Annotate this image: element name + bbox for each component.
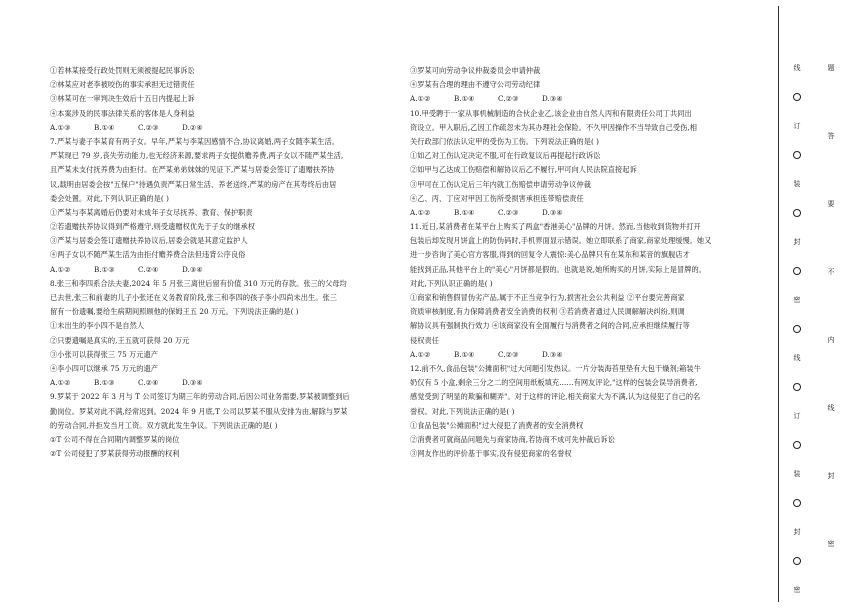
binding-hole-circle [793, 557, 801, 565]
q8-stem: 8.张三和李四系合法夫妻,2024 年 5 月张三离世后留有价值 310 万元的存款。张三的父母均 [50, 278, 347, 288]
warning-char: 密 [827, 540, 835, 548]
q7-stem: 委会处置。对此,下列认识正确的是( ) [50, 193, 169, 203]
option-b[interactable]: B.①④ [454, 349, 475, 359]
binding-margin-line [778, 6, 779, 602]
q8-statement: ①未出生的李小四不是自然人 [50, 321, 145, 331]
option-c[interactable]: C.②④ [138, 264, 159, 274]
seal-line-marks [790, 0, 804, 608]
seal-line-char: 订 [793, 412, 801, 420]
option-c[interactable]: C.②③ [498, 94, 519, 104]
q12-stem: 誉权。对此,下列说法正确的是( ) [410, 406, 515, 416]
seal-line-char: 装 [793, 470, 801, 478]
option-a[interactable]: A.①② [410, 94, 431, 104]
q11-statement: 侵权责任 [410, 335, 439, 345]
q12-stem: 奶仅有 5 小盒,剩余三分之二的空间用纸板填充……有网友评论,"这样的包装会误导消费者, [410, 378, 698, 388]
warning-char: 线 [827, 404, 835, 412]
warning-char: 内 [827, 336, 835, 344]
seal-line-char: 密 [793, 586, 801, 594]
q10-stem: 10.甲受聘于一家从事机械制造的合伙企业乙,该企业由自然人丙和有限责任公司丁共同出 [410, 108, 692, 118]
warning-char: 题 [827, 64, 835, 72]
q8-stem: 已去世,张三和前妻的儿子小张还在义务教育阶段,张三和李四的孩子李小四尚未出生。张三 [50, 293, 337, 302]
q12-statement: ③网友作出的评价基于事实,没有侵犯商家的名誉权 [410, 449, 572, 459]
option-d[interactable]: D.③④ [542, 94, 563, 104]
q11-stem: 包装后却发现月饼盒上的防伪码时,手机界面显示错误。她立即联系了商家,商家处理缓慢。她又 [410, 236, 712, 246]
q10-statement: ④乙、丙、丁应对甲因工伤所受损害承担连带赔偿责任 [410, 193, 584, 203]
option-c[interactable]: C.②③ [498, 207, 519, 217]
option-d[interactable]: D.③④ [542, 207, 563, 217]
q11-stem: 对此,下列认识正确的是( ) [410, 278, 493, 288]
q8-options [50, 376, 402, 390]
q9-statement: ①T 公司不得在合同期内调整罗某的岗位 [50, 434, 180, 444]
q6-options [50, 121, 402, 135]
option-a[interactable]: A.①② [50, 264, 71, 274]
seal-line-char: 线 [793, 354, 801, 362]
option-a[interactable]: A.①② [410, 207, 431, 217]
option-b[interactable]: B.①④ [454, 207, 475, 217]
warning-char: 答 [827, 132, 835, 140]
option-c[interactable]: C.②③ [498, 349, 519, 359]
q10-statement: ②如甲与乙达成工伤赔偿和解协议后乙不履行,甲可向人民法院直接起诉 [410, 165, 637, 175]
q9-statement: ③罗某可向劳动争议仲裁委员会申请仲裁 [410, 66, 541, 75]
q10-statement: ①如乙对工伤认定决定不服,可在行政复议后再提起行政诉讼 [410, 151, 601, 161]
seal-line-char: 封 [793, 238, 801, 246]
q10-stem: 关行政部门依法认定甲的受伤为工伤。下列说法正确的是( ) [410, 136, 599, 146]
q7-stem: 议,载明由居委会按"五保户"待遇负责严某日常生活、养老送终,严某的房产在其寿终后由居 [50, 179, 337, 189]
option-a[interactable]: A.①② [50, 378, 71, 388]
q10-statement: ③甲可在工伤认定后三年内就工伤赔偿申请劳动争议仲裁 [410, 179, 591, 189]
option-b[interactable]: B.①③ [94, 264, 115, 274]
no-answer-warning [824, 0, 838, 608]
warning-char: 要 [827, 200, 835, 208]
q7-statement: ④两子女以不随严某生活为由拒付赡养费合法但违背公序良俗 [50, 250, 246, 260]
option-d[interactable]: D.③④ [542, 349, 563, 359]
q12-statement: ①食品包装"公摊面积"过大侵犯了消费者的安全消费权 [410, 420, 584, 430]
q7-statement: ①严某与李某离婚后仍要对未成年子女尽抚养、教育、保护职责 [50, 207, 253, 217]
q9-stem: 的劳动合同,并拒发当月工资。双方就此发生争议。下列说法正确的是( ) [50, 420, 278, 430]
binding-hole-circle [793, 267, 801, 275]
q8-statement: ④李小四可以继承 75 万元的遗产 [50, 363, 159, 373]
left-column [50, 64, 402, 461]
option-a[interactable]: A.①③ [50, 122, 71, 132]
q11-statement: 资质审核制度,有力保障消费者安全消费的权利 ③若消费者通过人民调解解决纠纷,则调 [410, 307, 685, 317]
option-b[interactable]: B.①③ [94, 378, 115, 388]
q7-stem: 严某现已 79 岁,丧失劳动能力,也无经济来源,要求两子女提供赡养费,两子女以不随严某生活, [50, 151, 344, 161]
binding-hole-circle [793, 383, 801, 391]
q10-stem: 资设立。甲入职后,乙因工作疏忽未为其办理社会保险。不久甲因操作不当导致自己受伤,相 [410, 122, 697, 132]
seal-line-char: 订 [793, 122, 801, 130]
q7-statement: ③严某与居委会签订遗赠扶养协议后,居委会就是其意定监护人 [50, 236, 248, 246]
q11-stem: 能找到正品,其他平台上的"美心"月饼都是假的。也就是说,她所购买的月饼,实际上是冒牌的。 [410, 264, 706, 274]
binding-hole-circle [793, 499, 801, 507]
option-c[interactable]: C.②④ [138, 378, 159, 388]
binding-hole-circle [793, 441, 801, 449]
q11-statement: 解协议具有强制执行效力 ④该商家没有全面履行与消费者之间的合同,应承担继续履行等 [410, 321, 690, 331]
q8-stem: 留有一份遗嘱,要给生病期间照顾他的保姆王五 20 万元。下列说法正确的是( ) [50, 307, 299, 317]
q9-stem: 9.罗某于 2022 年 3 月与 T 公司签订为期三年的劳动合同,后因公司业务需要,罗某被调整到后 [50, 392, 350, 402]
q7-stem: 7.严某与妻子李某育有两子女。早年,严某与李某因感情不合,协议离婚,两子女随李某生活。 [50, 136, 339, 146]
q9-options [410, 92, 764, 106]
q9-stem: 勤岗位。罗某对此不满,经常迟到。2024 年 9 月底,T 公司以罗某不服从安排为由,解除与罗某 [50, 406, 348, 416]
q6-statement: ②林某应对老李被咬伤的事实承担无过错责任 [50, 80, 195, 90]
binding-margin [780, 0, 860, 608]
q7-statement: ②若遗赠扶养协议得到严格遵守,则受遗赠权优先于子女的继承权 [50, 222, 255, 232]
seal-line-char: 封 [793, 528, 801, 536]
q6-statement: ①若林某接受行政处罚则无须被提起民事诉讼 [50, 66, 195, 75]
binding-hole-circle [793, 209, 801, 217]
binding-hole-circle [793, 93, 801, 101]
q6-statement: ④本案涉及的民事法律关系的客体是人身利益 [50, 108, 195, 118]
option-d[interactable]: D.③④ [182, 378, 203, 388]
q6-statement: ③林某可在一审判决生效后十五日内提起上诉 [50, 94, 195, 104]
option-c[interactable]: C.②③ [138, 122, 159, 132]
seal-line-char: 线 [793, 64, 801, 72]
warning-char: 封 [827, 472, 835, 480]
seal-line-char: 装 [793, 180, 801, 188]
option-d[interactable]: D.②④ [182, 122, 203, 132]
q12-statement: ②消费者可就商品问题先与商家协商,若协商不成可先仲裁后诉讼 [410, 434, 615, 444]
q11-stem: 进一步咨询了美心官方客服,得到的回复令人震惊:美心品牌只有在某东和某音的旗舰店才 [410, 250, 690, 260]
q8-statement: ③小张可以获得张三 75 万元遗产 [50, 349, 159, 359]
q7-options [50, 263, 402, 277]
q10-options [410, 206, 764, 220]
option-a[interactable]: A.①② [410, 349, 431, 359]
option-b[interactable]: B.①④ [454, 94, 475, 104]
q11-statement: ①商家和销售假冒伪劣产品,属于不正当竞争行为,损害社会公共利益 ②平台要完善商家 [410, 293, 685, 302]
q11-options [410, 348, 764, 362]
q9-statement: ②T 公司侵犯了罗某获得劳动报酬的权利 [50, 449, 180, 459]
warning-char: 不 [827, 268, 835, 276]
option-b[interactable]: B.①④ [94, 122, 115, 132]
q9-statement: ④罗某有合理的理由不遵守公司劳动纪律 [410, 80, 541, 90]
right-column [410, 64, 764, 461]
binding-hole-circle [793, 151, 801, 159]
q12-stem: 感觉受到了明显的欺骗和糊弄"。对于这样的评论,相关商家大为不满,认为这侵犯了自己的名 [410, 392, 701, 402]
q8-statement: ②只要遗嘱是真实的,王五就可获得 20 万元 [50, 335, 190, 345]
q7-stem: 且严某未支付抚养费为由拒付。在严某弟弟妹妹的见证下,严某与居委会签订了遗赠扶养协 [50, 165, 335, 175]
option-d[interactable]: D.③④ [182, 264, 203, 274]
q11-stem: 11.近日,某消费者在某平台上购买了两盒"香港美心"品牌的月饼。然而,当他收到货物并打开 [410, 222, 701, 232]
binding-hole-circle [793, 325, 801, 333]
seal-line-char: 密 [793, 296, 801, 304]
q12-stem: 12.前不久,食品包装"公摊面积"过大问题引发热议。一片分装海苔里垫有大包干燥剂;箱装牛 [410, 363, 701, 373]
